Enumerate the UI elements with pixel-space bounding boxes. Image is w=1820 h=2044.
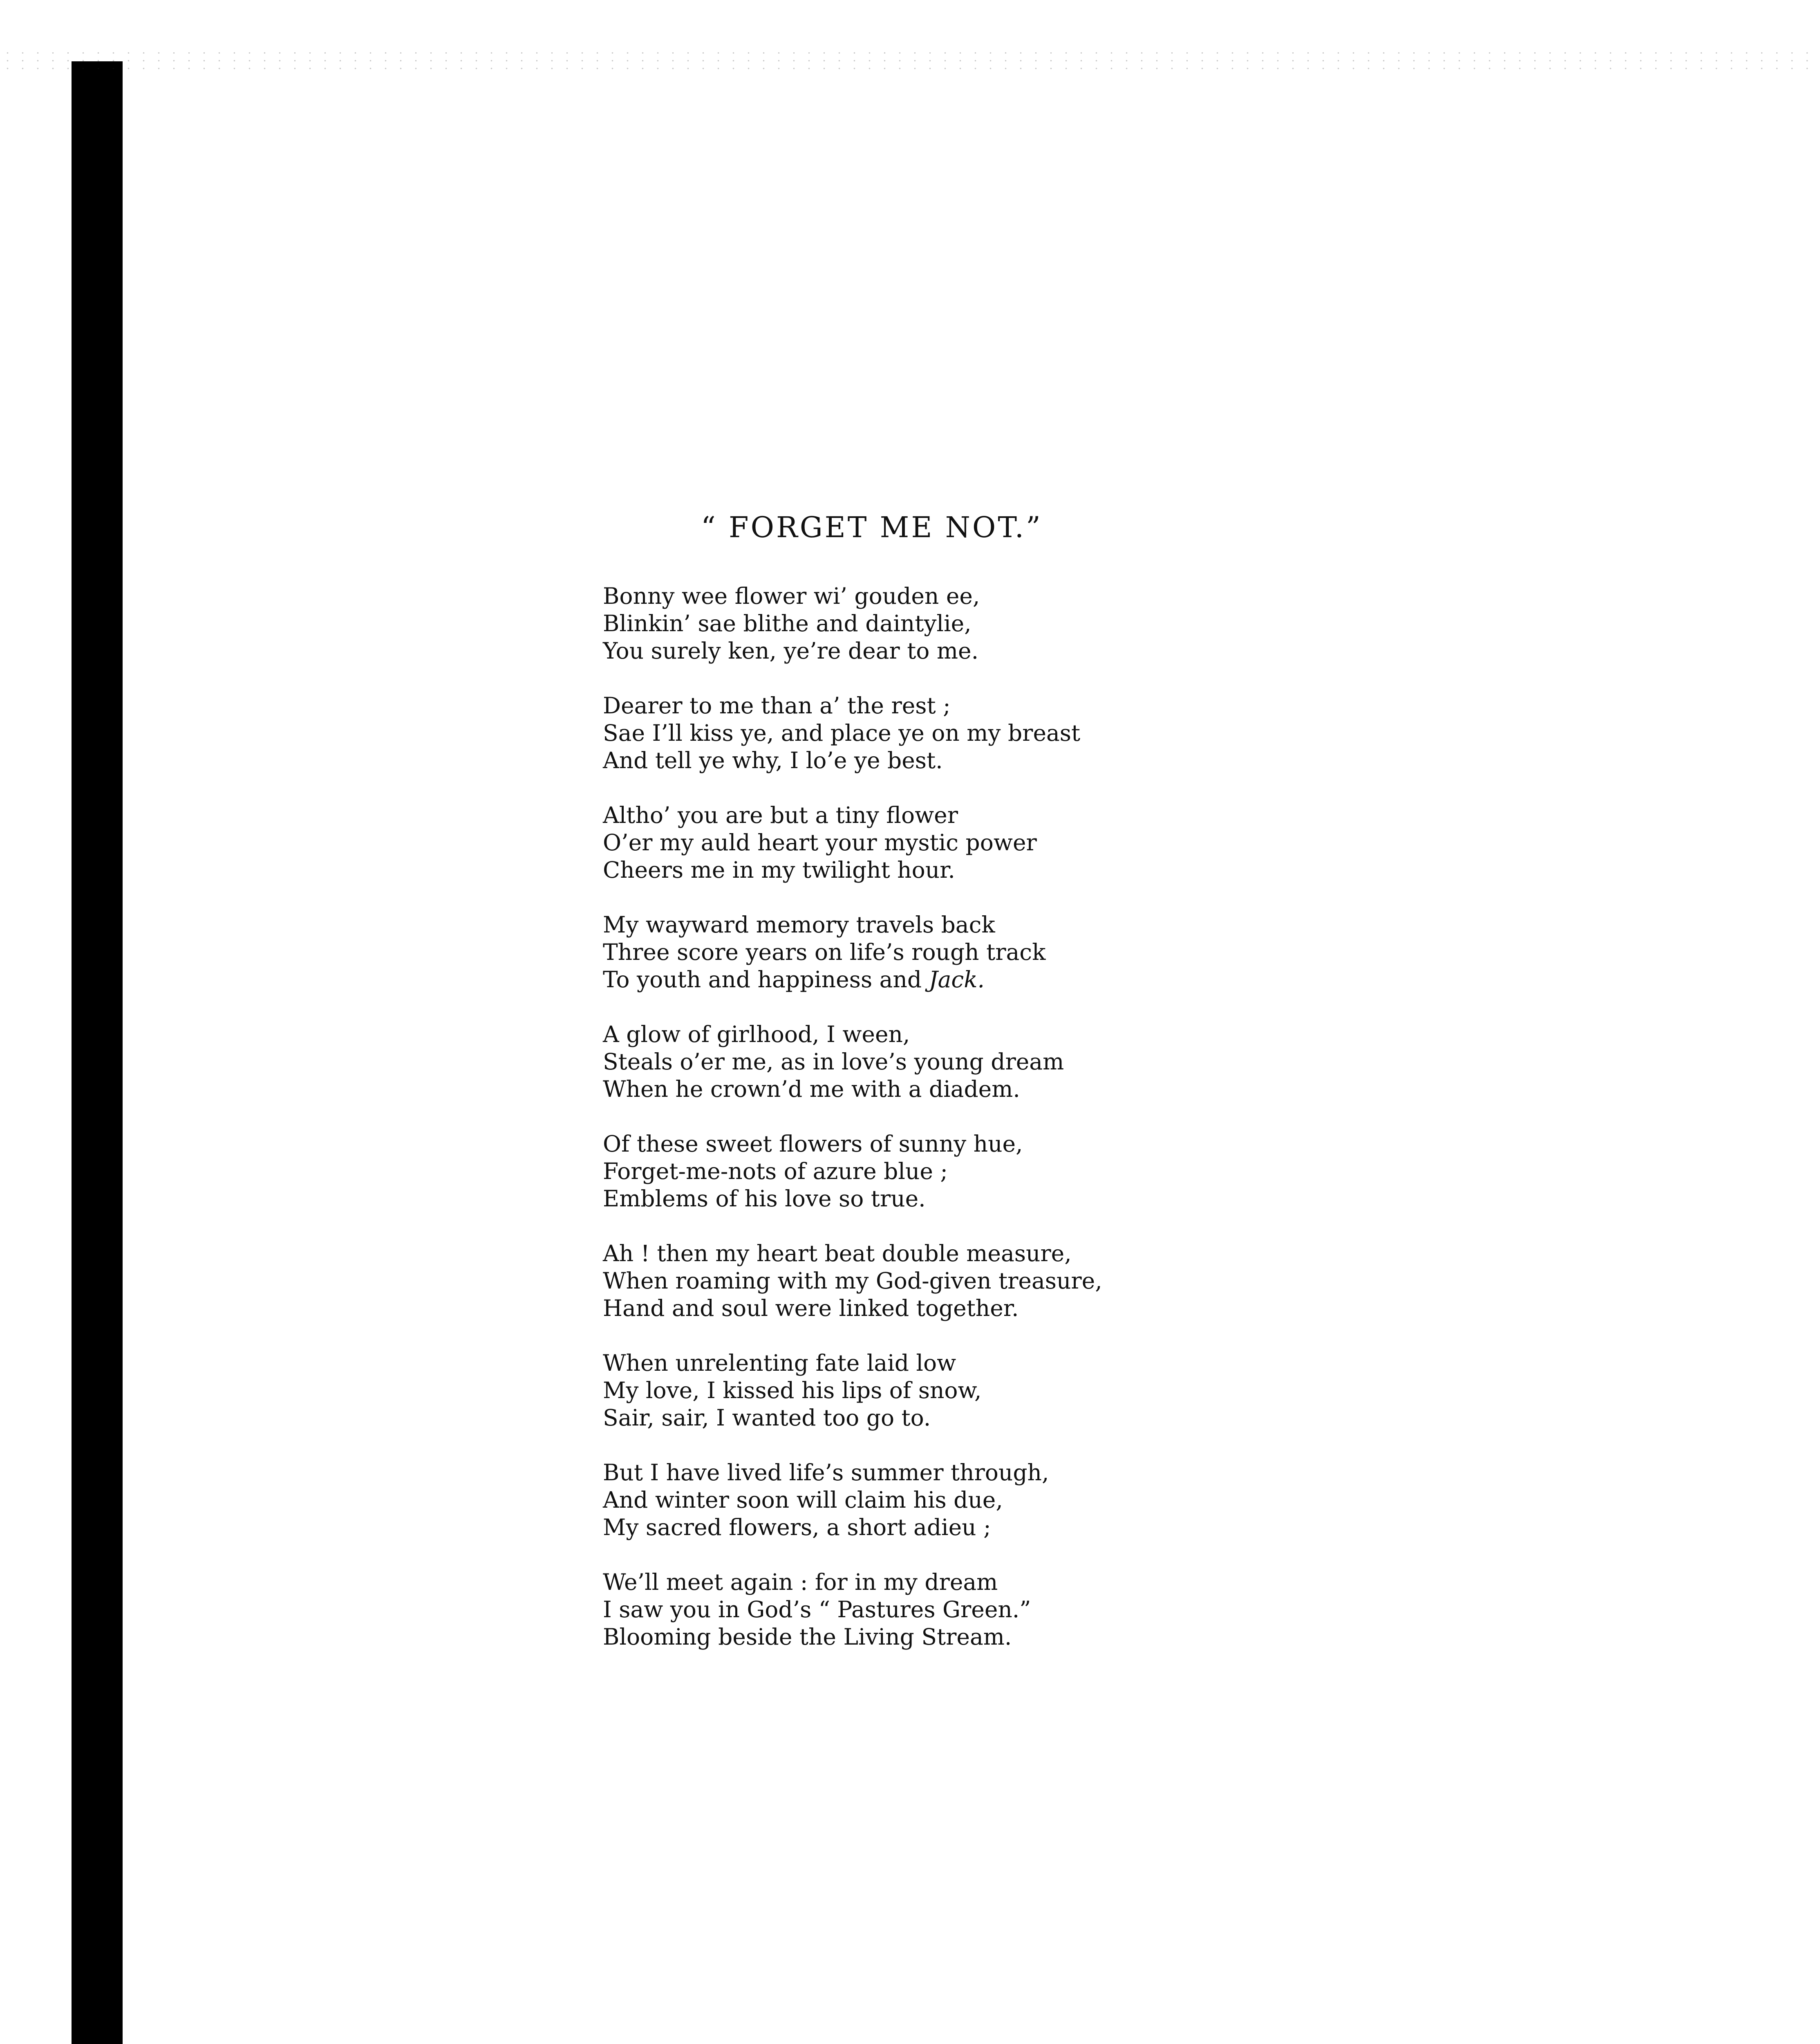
- poem-title: “ FORGET ME NOT.”: [701, 511, 1043, 544]
- poem-line: And tell ye why, I lo’e ye best.: [603, 747, 943, 773]
- poem-line: Blooming beside the Living Stream.: [603, 1624, 1012, 1650]
- poem-line: Ah ! then my heart beat double measure,: [603, 1240, 1072, 1266]
- poem-line: Three score years on life’s rough track: [603, 939, 1046, 965]
- poem-line-emphasis: Jack.: [929, 966, 985, 993]
- stanza-5: [603, 1021, 1265, 1103]
- poem-line: Bonny wee flower wi’ gouden ee,: [603, 583, 980, 609]
- poem-line: Dearer to me than a’ the rest ;: [603, 693, 951, 719]
- stanza-4: [603, 911, 1265, 993]
- scan-speckle-top: [0, 49, 1820, 69]
- poem-line: When unrelenting fate laid low: [603, 1350, 956, 1376]
- poem-line: But I have lived life’s summer through,: [603, 1459, 1049, 1486]
- stanza-2: [603, 692, 1265, 774]
- poem-line: We’ll meet again : for in my dream: [603, 1569, 998, 1595]
- stanza-3: [603, 802, 1265, 884]
- poem-line: Blinkin’ sae blithe and daintylie,: [603, 610, 972, 637]
- poem-line: Cheers me in my twilight hour.: [603, 857, 955, 883]
- poem-line: My wayward memory travels back: [603, 912, 995, 938]
- poem-line: O’er my auld heart your mystic power: [603, 829, 1037, 856]
- stanza-7: [603, 1240, 1265, 1322]
- poem-line: Altho’ you are but a tiny flower: [603, 802, 958, 828]
- stanza-8: [603, 1349, 1265, 1432]
- poem-line: Sair, sair, I wanted too go to.: [603, 1405, 931, 1431]
- stanza-10: [603, 1569, 1265, 1651]
- poem-line: My sacred flowers, a short adieu ;: [603, 1514, 991, 1540]
- poem-line: When he crown’d me with a diadem.: [603, 1076, 1020, 1102]
- scan-binding-edge: [72, 61, 123, 2044]
- poem-line: And winter soon will claim his due,: [603, 1487, 1003, 1513]
- poem-line: Forget-me-nots of azure blue ;: [603, 1158, 948, 1184]
- poem-line: My love, I kissed his lips of snow,: [603, 1377, 982, 1403]
- poem-line: Sae I’ll kiss ye, and place ye on my breast: [603, 720, 1081, 746]
- poem-line: When roaming with my God-given treasure,: [603, 1268, 1102, 1294]
- poem-line: Emblems of his love so true.: [603, 1186, 926, 1212]
- stanza-9: [603, 1459, 1265, 1541]
- poem-line: [603, 966, 1265, 993]
- poem-line: Of these sweet flowers of sunny hue,: [603, 1131, 1023, 1157]
- poem-line: Hand and soul were linked together.: [603, 1295, 1019, 1321]
- poem-line: Steals o’er me, as in love’s young dream: [603, 1049, 1064, 1075]
- stanza-1: [603, 583, 1265, 665]
- poem-line: You surely ken, ye’re dear to me.: [603, 638, 979, 664]
- poem-line: I saw you in God’s “ Pastures Green.”: [603, 1596, 1031, 1623]
- stanza-6: [603, 1130, 1265, 1213]
- poem-line-text: To youth and happiness and: [603, 966, 929, 993]
- poem-body: [603, 583, 1265, 1678]
- poem-line: A glow of girlhood, I ween,: [603, 1021, 910, 1047]
